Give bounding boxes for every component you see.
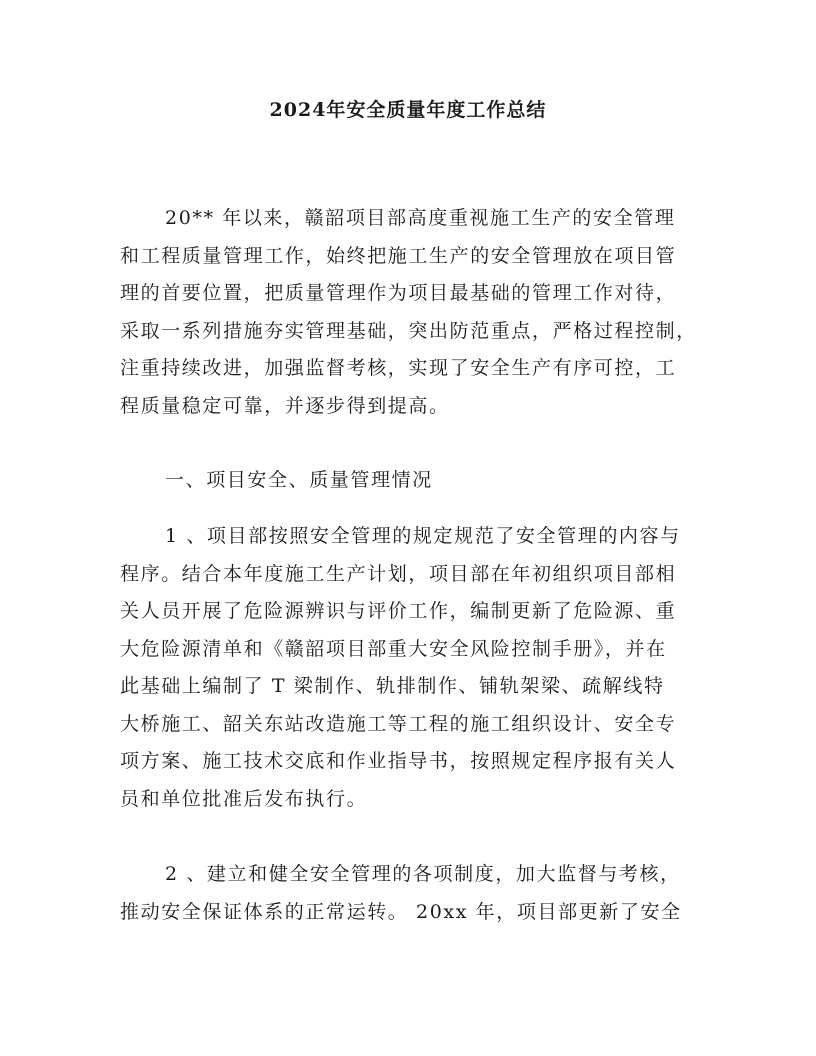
section-heading-text: 一、项目安全、质量管理情况 [165,469,433,491]
item-2-paragraph [120,856,700,931]
item-1-paragraph [120,518,700,818]
document-title: 2024年安全质量年度工作总结 [269,99,547,121]
section-heading [120,462,700,500]
item-1-line: 项方案、施工技术交底和作业指导书，按照规定程序报有关人 [120,750,677,772]
intro-line: 和工程质量管理工作，始终把施工生产的安全管理放在项目管 [120,244,677,267]
item-1-line: 1 、项目部按照安全管理的规定规范了安全管理的内容与 [165,525,681,547]
item-1-line: 关人员开展了危险源辨识与评价工作，编制更新了危险源、重 [120,600,677,622]
item-1-line: 大桥施工、韶关东站改造施工等工程的施工组织设计、安全专 [120,712,677,735]
intro-line: 程质量稳定可靠，并逐步得到提高。 [120,394,450,417]
item-2-line: 推动安全保证体系的正常运转。 20xx 年，项目部更新了安全 [120,900,682,923]
item-1-line: 大危险源清单和《赣韶项目部重大安全风险控制手册》，并在 [120,637,667,660]
intro-line: 采取一系列措施夯实管理基础，突出防范重点，严格过程控制， [120,319,697,342]
item-1-line: 此基础上编制了 T 梁制作、轨排制作、铺轨架梁、疏解线特 [120,675,665,697]
intro-line: 注重持续改进，加强监督考核，实现了安全生产有序可控，工 [120,357,677,379]
intro-line: 20** 年以来，赣韶项目部高度重视施工生产的安全管理 [165,207,676,229]
intro-line: 理的首要位置，把质量管理作为项目最基础的管理工作对待， [120,282,677,304]
item-1-line: 程序。结合本年度施工生产计划，项目部在年初组织项目部相 [120,562,677,585]
item-2-line: 2 、建立和健全安全管理的各项制度，加大监督与考核， [165,863,681,885]
intro-paragraph [120,200,700,425]
item-1-line: 员和单位批准后发布执行。 [120,787,368,810]
